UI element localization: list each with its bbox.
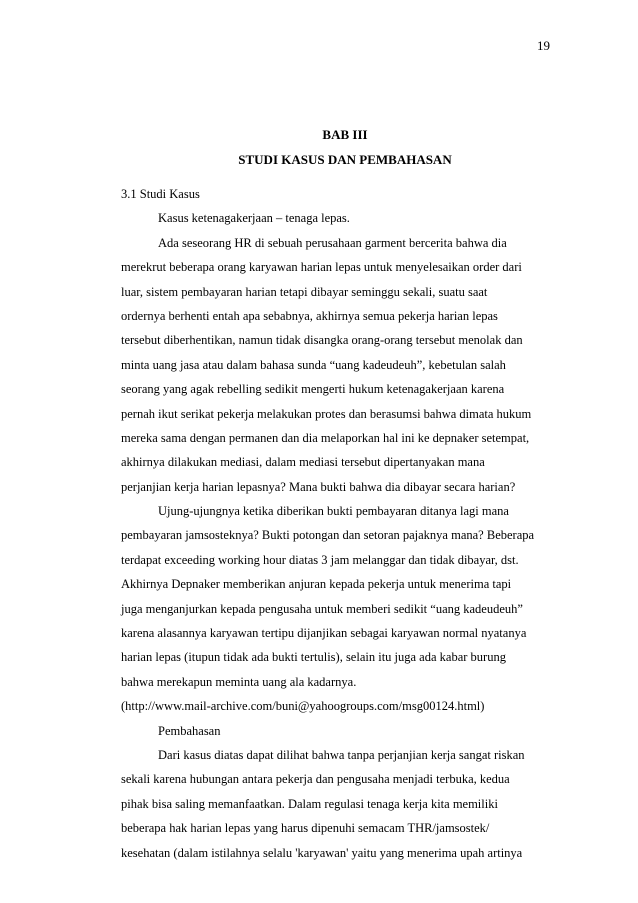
text-line: mereka sama dengan permanen dan dia melaporkan hal ini ke depnaker setempat, bbox=[121, 430, 530, 445]
text-line: terdapat exceeding working hour diatas 3 jam melanggar dan tidak dibayar, dst. bbox=[121, 552, 519, 567]
text-line: minta uang jasa atau dalam bahasa sunda “uang kadeudeuh”, kebetulan salah bbox=[121, 357, 506, 372]
text-line: beberapa hak harian lepas yang harus dipenuhi semacam THR/jamsostek/ bbox=[121, 821, 490, 836]
text-line: 3.1 Studi Kasus bbox=[121, 187, 200, 201]
text-line: juga menganjurkan kepada pengusaha untuk memberi sedikit “uang kadeudeuh” bbox=[121, 601, 523, 616]
text-line: harian lepas (itupun tidak ada bukti tertulis), selain itu juga ada kabar burung bbox=[121, 650, 506, 665]
text-line: pembayaran jamsosteknya? Bukti potongan dan setoran pajaknya mana? Beberapa bbox=[121, 528, 535, 543]
text-line: (http://www.mail-archive.com/buni@yahoogroups.com/msg00124.html) bbox=[121, 699, 485, 714]
text-line: Akhirnya Depnaker memberikan anjuran kepada pekerja untuk menerima tapi bbox=[121, 577, 512, 592]
text-line: seorang yang agak rebelling sedikit mengerti hukum ketenagakerjaan karena bbox=[121, 382, 505, 397]
text-line: Ada seseorang HR di sebuah perusahaan garment bercerita bahwa dia bbox=[158, 235, 507, 250]
text-line: Dari kasus diatas dapat dilihat bahwa tanpa perjanjian kerja sangat riskan bbox=[158, 747, 525, 762]
chapter-heading bbox=[0, 122, 638, 172]
page-number: 19 bbox=[537, 38, 550, 53]
text-line: kesehatan (dalam istilahnya selalu 'karyawan' yaitu yang menerima upah artinya bbox=[121, 845, 523, 860]
text-line: karena alasannya karyawan tertipu dijanjikan sebagai karyawan normal nyatanya bbox=[121, 626, 527, 641]
text-line: akhirnya dilakukan mediasi, dalam mediasi tersebut dipertanyakan mana bbox=[121, 455, 485, 470]
text-line: luar, sistem pembayaran harian tetapi dibayar seminggu sekali, suatu saat bbox=[121, 284, 488, 299]
chapter-label: BAB III bbox=[322, 127, 368, 142]
text-line: pihak bisa saling memanfaatkan. Dalam regulasi tenaga kerja kita memiliki bbox=[121, 796, 498, 811]
text-line: Ujung-ujungnya ketika diberikan bukti pembayaran ditanya lagi mana bbox=[158, 504, 509, 519]
text-line: pernah ikut serikat pekerja melakukan protes dan berasumsi bahwa dimata hukum bbox=[121, 406, 532, 421]
body-text bbox=[121, 182, 539, 865]
text-line: ordernya berhenti entah apa sebabnya, akhirnya semua pekerja harian lepas bbox=[121, 308, 498, 323]
text-line: Kasus ketenagakerjaan – tenaga lepas. bbox=[158, 211, 350, 226]
text-line: merekrut beberapa orang karyawan harian lepas untuk menyelesaikan order dari bbox=[121, 260, 522, 275]
text-line: Pembahasan bbox=[158, 723, 221, 738]
text-line: bahwa merekapun meminta uang ala kadarnya. bbox=[121, 674, 357, 689]
text-line: sekali karena hubungan antara pekerja dan pengusaha menjadi terbuka, kedua bbox=[121, 772, 510, 787]
text-line: perjanjian kerja harian lepasnya? Mana bukti bahwa dia dibayar secara harian? bbox=[121, 479, 516, 494]
chapter-title: STUDI KASUS DAN PEMBAHASAN bbox=[238, 152, 452, 167]
text-line: tersebut diberhentikan, namun tidak disangka orang-orang tersebut menolak dan bbox=[121, 333, 523, 348]
